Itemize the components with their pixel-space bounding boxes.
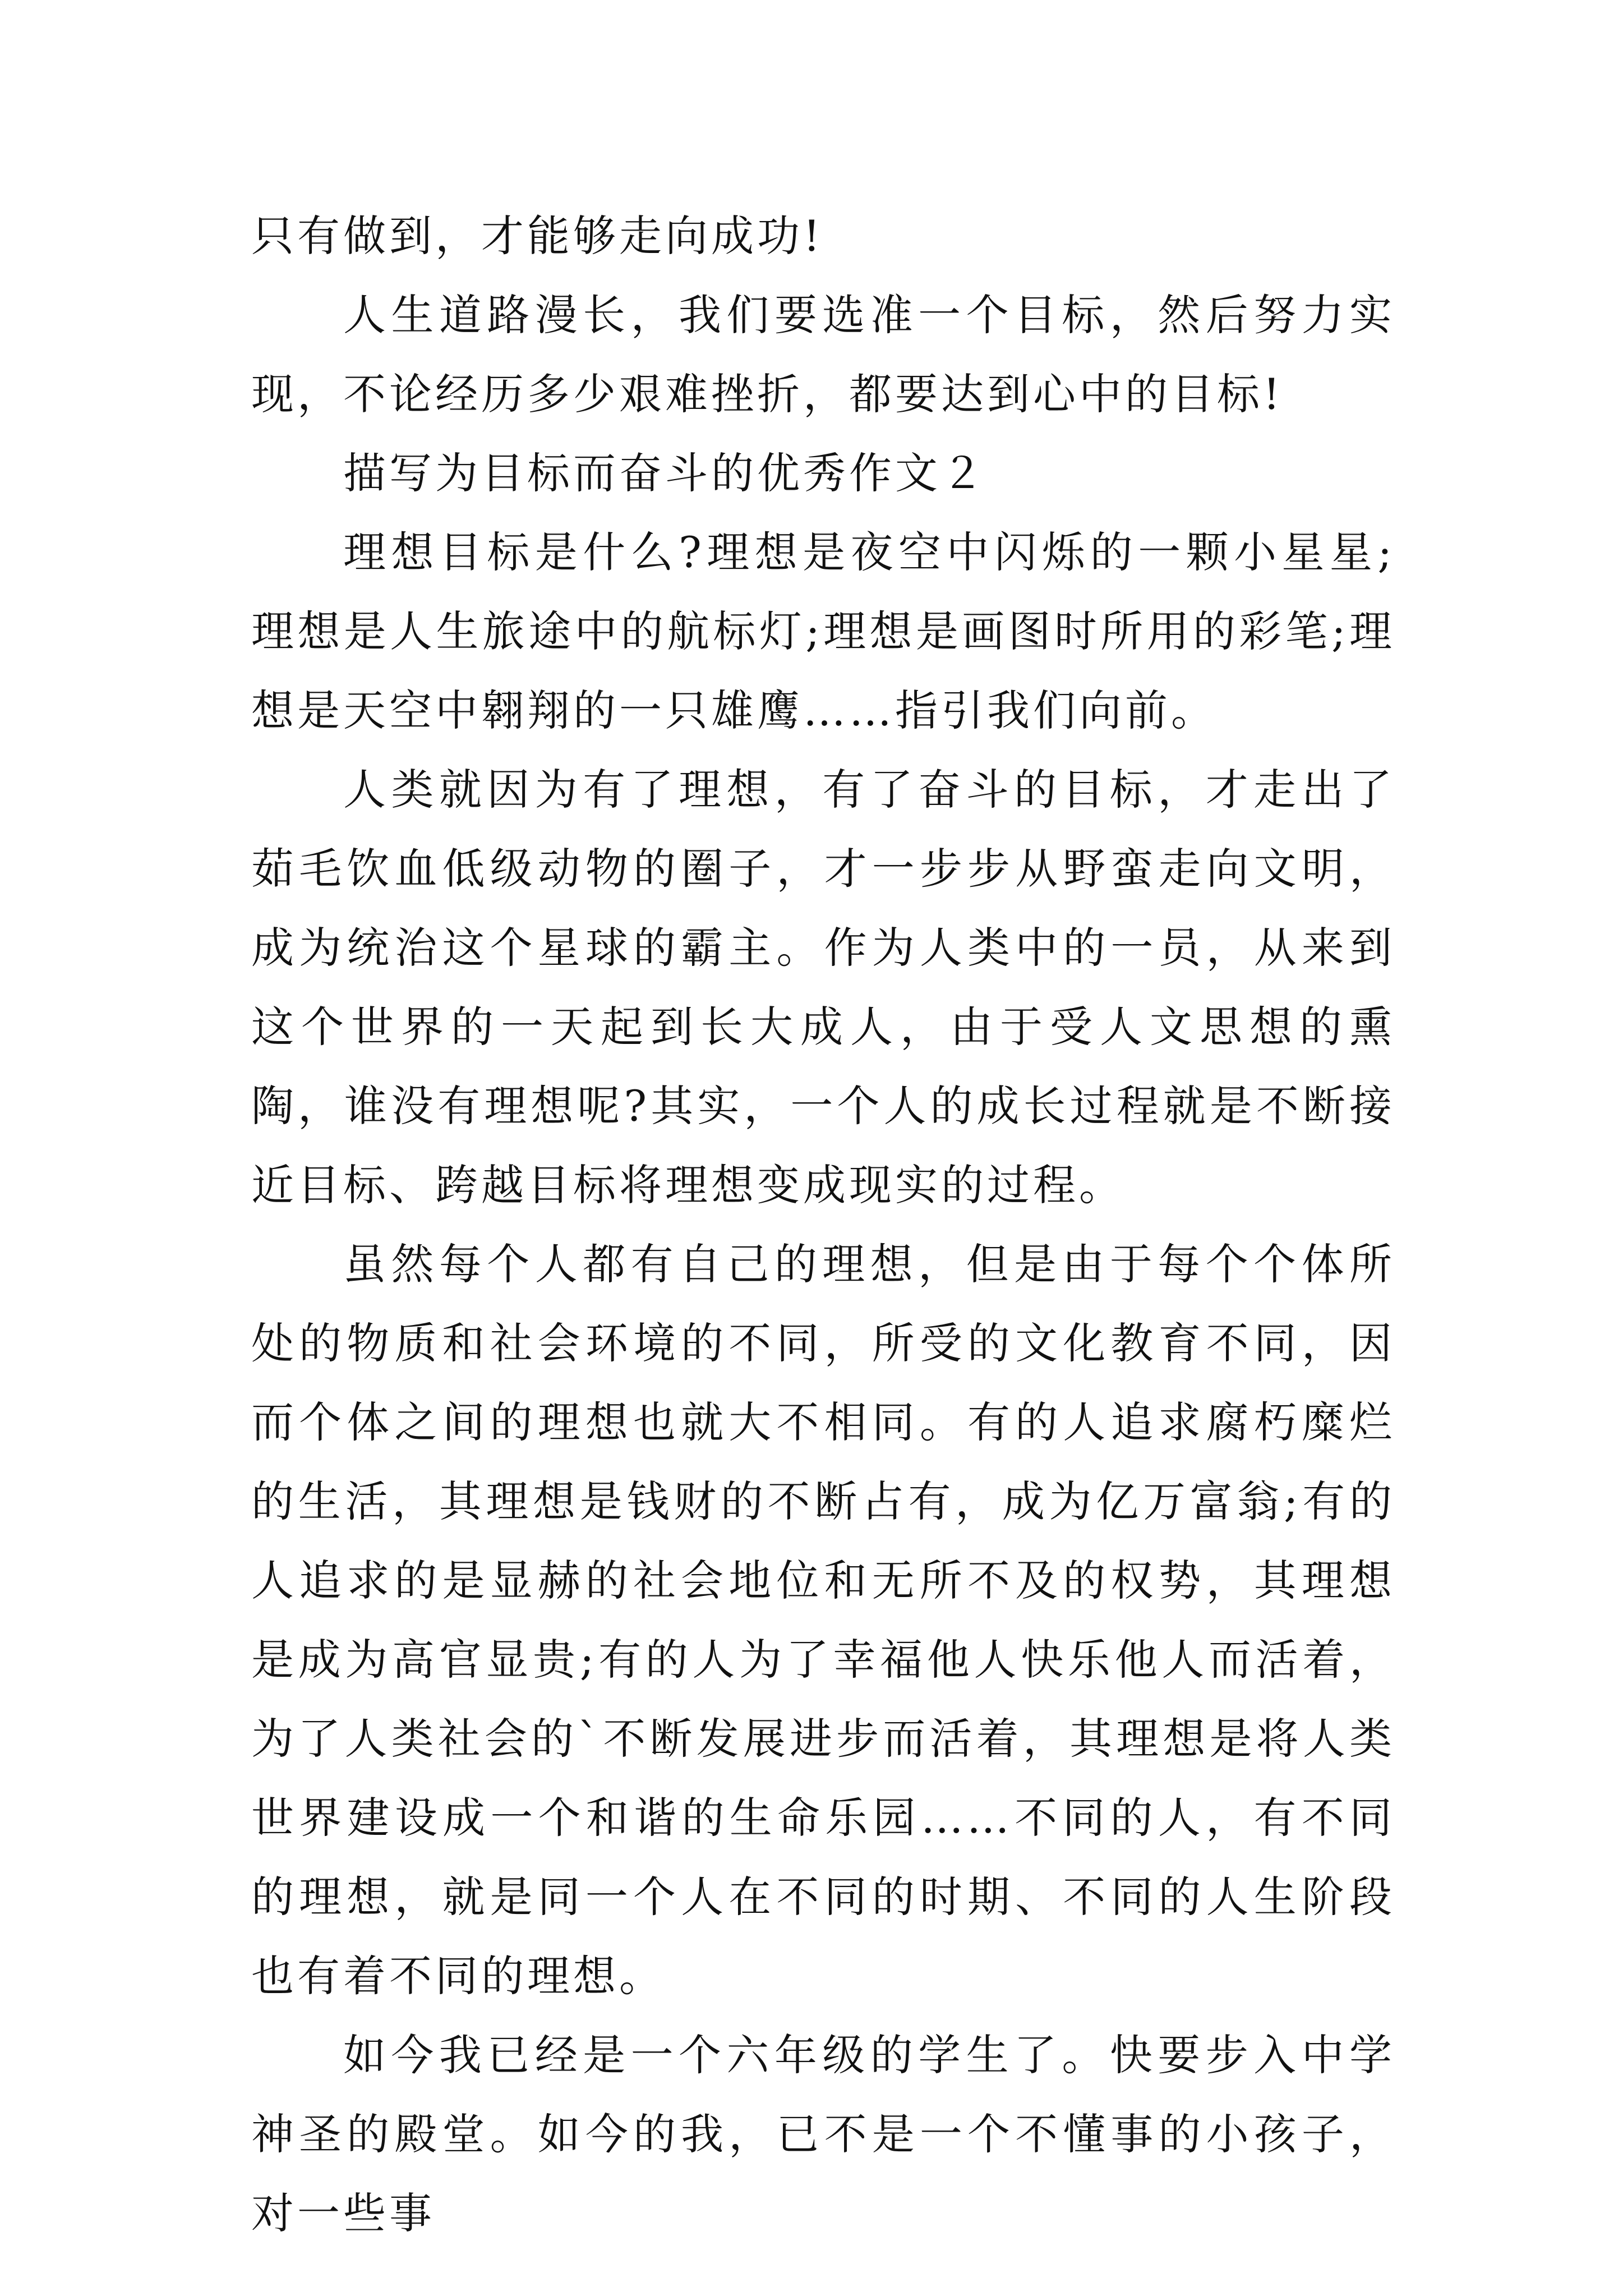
essay-heading: 描写为目标而奋斗的优秀作文２ bbox=[343, 448, 987, 498]
paragraph-6: 如今我已经是一个六年级的学生了。快要步入中学神圣的殿堂。如今的我，已不是一个不懂事的小孩子，对一些事 bbox=[251, 2030, 1395, 2238]
paragraph-5: 虽然每个人都有自己的理想，但是由于每个个体所处的物质和社会环境的不同，所受的文化教育不同，因而个体之间的理想也就大不相同。有的人追求腐朽糜烂的生活，其理想是钱财的不断占有，成为亿万富翁;有的人追求的是显赫的社会地位和无所不及的权势，其理想是成为高官显贵;有的人为了幸福他人快乐他人而活着，为了人类社会的`不断发展进步而活着，其理想是将人类世界建设成一个和谐的生命乐园……不同的人，有不同的理想，就是同一个人在不同的时期、不同的人生阶段也有着不同的理想。 bbox=[251, 1239, 1395, 2001]
paragraph-2: 人生道路漫长，我们要选准一个目标，然后努力实现，不论经历多少艰难挫折，都要达到心中的目标! bbox=[251, 290, 1395, 419]
paragraph-1: 只有做到，才能够走向成功! bbox=[251, 211, 824, 261]
paragraph-3: 理想目标是什么?理想是夜空中闪烁的一颗小星星;理想是人生旅途中的航标灯;理想是画图时所用的彩笔;理想是天空中翱翔的一只雄鹰……指引我们向前。 bbox=[251, 527, 1395, 735]
paragraph-4: 人类就因为有了理想，有了奋斗的目标，才走出了茹毛饮血低级动物的圈子，才一步步从野蛮走向文明，成为统治这个星球的霸主。作为人类中的一员，从来到这个世界的一天起到长大成人，由于受人文思想的熏陶，谁没有理想呢?其实，一个人的成长过程就是不断接近目标、跨越目标将理想变成现实的过程。 bbox=[251, 765, 1395, 1210]
body-text bbox=[251, 196, 1395, 2253]
